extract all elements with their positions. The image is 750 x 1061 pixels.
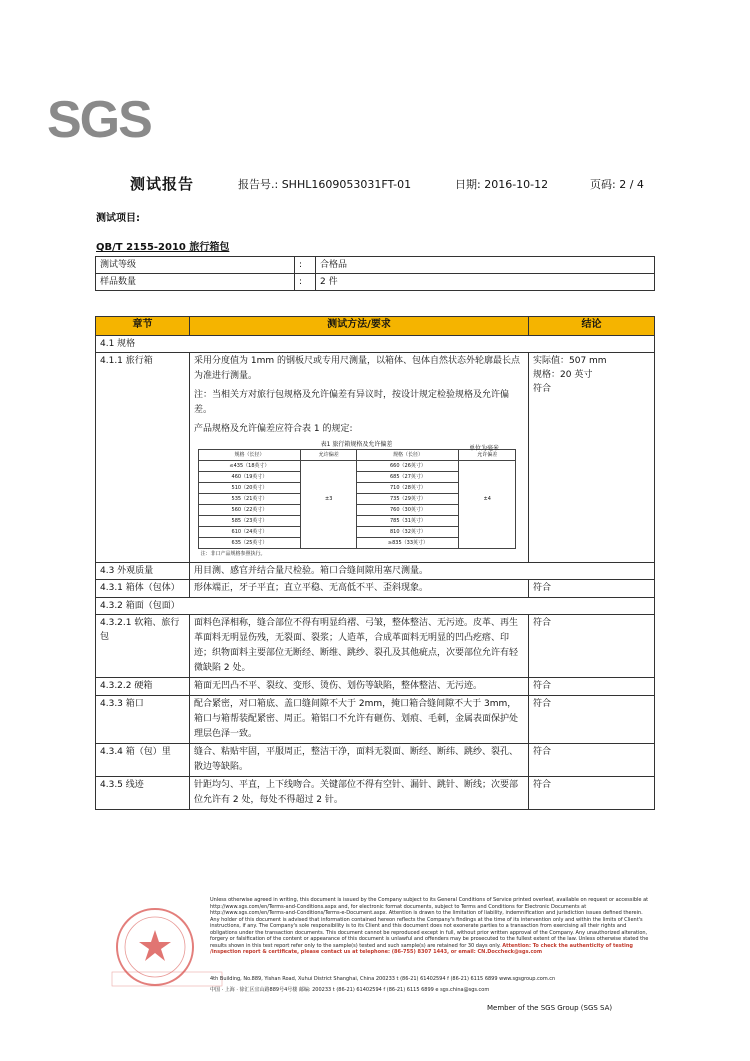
row-chapter: 4.3 外观质量 bbox=[96, 563, 190, 580]
info-label: 样品数量 bbox=[96, 274, 295, 291]
row-method: 用目测、感官并结合量尺检验。箱口合缝间隙用塞尺测量。 bbox=[190, 563, 655, 580]
header-method: 测试方法/要求 bbox=[190, 317, 529, 336]
spec-left: 535（21英寸） bbox=[199, 494, 301, 505]
spec-left: 460（19英寸） bbox=[199, 472, 301, 483]
spec-tol-right: ±4 bbox=[459, 494, 516, 505]
table-row bbox=[96, 336, 655, 353]
spec-note: 注：非口产品规格参照执行。 bbox=[199, 549, 516, 560]
row-chapter: 4.3.1 箱体（包体） bbox=[96, 580, 190, 598]
spec-tol-cell bbox=[459, 538, 516, 549]
spec-left: ≤435（18英寸） bbox=[199, 461, 301, 472]
page-number: 页码: 2 / 4 bbox=[590, 178, 644, 191]
spec-header: 允许偏差 bbox=[300, 450, 357, 461]
spec-left: 560（22英寸） bbox=[199, 505, 301, 516]
row-chapter: 4.3.4 箱（包）里 bbox=[96, 744, 190, 777]
spec-right: 735（29英寸） bbox=[357, 494, 459, 505]
header-chapter: 章节 bbox=[96, 317, 190, 336]
row-chapter: 4.3.2.1 软箱、旅行包 bbox=[96, 615, 190, 678]
row-method: 形体端正，牙子平直；直立平稳、无高低不平、歪斜现象。 bbox=[190, 580, 529, 598]
address-english: 4th Building, No.889, Yishan Road, Xuhui District Shanghai, China 200233 t (86-21) 61402594 f (86-21) 6115 6899 www.sgsgroup.com.cn bbox=[210, 976, 556, 982]
spec-right: 685（27英寸） bbox=[357, 472, 459, 483]
info-table bbox=[95, 256, 655, 291]
verdict: 符合 bbox=[529, 678, 655, 696]
row-chapter: 4.3.3 箱口 bbox=[96, 696, 190, 744]
row-method: 缝合、粘贴牢固，平服周正，整洁干净，面料无裂面、断经、断纬、跳纱、裂孔、散边等缺陷。 bbox=[190, 744, 529, 777]
table-row bbox=[96, 563, 655, 580]
spec-row bbox=[199, 538, 516, 549]
legal-disclaimer bbox=[210, 897, 650, 956]
report-date: 日期: 2016-10-12 bbox=[455, 178, 549, 191]
row-chapter: 4.1.1 旅行箱 bbox=[96, 353, 190, 563]
table-row bbox=[96, 580, 655, 598]
row-method: 箱面无凹凸不平、裂纹、变形、烫伤、划伤等缺陷，整体整洁、无污迹。 bbox=[190, 678, 529, 696]
table-row bbox=[96, 678, 655, 696]
standard-title: QB/T 2155-2010 旅行箱包 bbox=[96, 242, 230, 253]
spec-row bbox=[199, 483, 516, 494]
spec-tol-cell bbox=[459, 461, 516, 472]
spec-table-figure bbox=[194, 441, 519, 559]
row-section: 4.1 规格 bbox=[96, 336, 655, 353]
info-sep: : bbox=[295, 257, 316, 274]
spec-tol-cell bbox=[300, 527, 357, 538]
member-line: Member of the SGS Group (SGS SA) bbox=[487, 1004, 613, 1012]
verdict: 符合 bbox=[529, 615, 655, 678]
spec-header-row bbox=[199, 450, 516, 461]
spec-right: 710（28英寸） bbox=[357, 483, 459, 494]
verdict: 符合 bbox=[529, 580, 655, 598]
info-value: 合格品 bbox=[316, 257, 655, 274]
spec-row bbox=[199, 472, 516, 483]
sgs-logo: SGS bbox=[47, 91, 151, 149]
spec-header: 规格（长径） bbox=[357, 450, 459, 461]
disclaimer-text: Unless otherwise agreed in writing, this document is issued by the Company subject to its General Conditions of Service printed overleaf, available on request or accessible at http://www.sgs.com/en/Terms-and-Conditions.aspx and, for electronic format documents, subject to Terms and Conditions for Electronic Documents at http://www.sgs.com/en/Terms-and-Conditions/Terms-e-Document.aspx. Attention is drawn to the limitation of liability, indemnification and jurisdiction issues defined therein. Any holder of this document is advised that information contained hereon reflects the Company's findings at the time of its intervention only and within the limits of Client's instructions, if any. The Company's sole responsibility is to its Client and this document does not exonerate parties to a transaction from exercising all their rights and obligations under the transaction documents. This document cannot be reproduced except in full, without prior written approval of the Company. Any unauthorized alteration, forgery or falsification of the content or appearance of this document is unlawful and offenders may be prosecuted to the fullest extent of the law. Unless otherwise stated the results shown in this test report refer only to the sample(s) tested and such sample(s) are retained for 30 days only. bbox=[210, 897, 649, 949]
section-label: 测试项目: bbox=[96, 213, 140, 224]
spec-row bbox=[199, 505, 516, 516]
spec-left: 585（23英寸） bbox=[199, 516, 301, 527]
info-value: 2 件 bbox=[316, 274, 655, 291]
table-row bbox=[96, 744, 655, 777]
row-conclusion bbox=[529, 353, 655, 563]
row-section: 4.3.2 箱面（包面） bbox=[96, 598, 655, 615]
authenticity-note: Attention: To check the authenticity of testing /inspection report & certificate, please contact us at telephone: (86-755) 8307 1443, or email: CN.Doccheck@sgs.com bbox=[210, 942, 633, 955]
info-row bbox=[96, 257, 655, 274]
table-row bbox=[96, 696, 655, 744]
spec-table-caption: 表1 旅行箱规格及允许偏差 bbox=[320, 441, 393, 448]
table-row bbox=[96, 615, 655, 678]
info-sep: : bbox=[295, 274, 316, 291]
spec-header: 规格（长径） bbox=[199, 450, 301, 461]
spec-right: 785（31英寸） bbox=[357, 516, 459, 527]
table-row bbox=[96, 777, 655, 810]
row-chapter: 4.3.5 线迹 bbox=[96, 777, 190, 810]
spec-tol-cell bbox=[459, 505, 516, 516]
verdict: 符合 bbox=[529, 744, 655, 777]
spec-right: 660（26英寸） bbox=[357, 461, 459, 472]
verdict: 符合 bbox=[529, 777, 655, 810]
row-chapter: 4.3.2.2 硬箱 bbox=[96, 678, 190, 696]
verdict: 符合 bbox=[533, 384, 552, 394]
row-method: 面料色泽相称，缝合部位不得有明显绉褶、弓皱，整体整洁、无污迹。皮革、再生革面料无明显伤残，无裂面、裂浆；人造革，合成革面料无明显的凹凸疙瘩、印迹；织物面料主要部位无断经、断维、跳纱、裂孔及其他疵点，次要部位允许有轻微缺陷 2 处。 bbox=[190, 615, 529, 678]
header-conclusion: 结论 bbox=[529, 317, 655, 336]
spec-value: 规格：20 英寸 bbox=[533, 370, 593, 380]
row-method bbox=[190, 353, 529, 563]
row-method: 针距均匀、平直，上下线吻合。关键部位不得有空针、漏针、跳针、断线；次要部位允许有 2 处，每处不得超过 2 针。 bbox=[190, 777, 529, 810]
report-number: 报告号.: SHHL1609053031FT-01 bbox=[238, 178, 412, 191]
row-method: 配合紧密，对口箱底、盖口缝间隙不大于 2mm，掩口箱合缝间隙不大于 3mm，箱口与箱帮装配紧密、周正。箱铝口不允许有砸伤、划痕、毛刺，金属表面保护处理层色泽一致。 bbox=[190, 696, 529, 744]
verdict: 符合 bbox=[529, 696, 655, 744]
spec-table-unit: 单位为毫米 bbox=[468, 445, 499, 452]
spec-tol-cell bbox=[300, 461, 357, 472]
spec-row bbox=[199, 516, 516, 527]
spec-tol-cell bbox=[300, 538, 357, 549]
spec-left: 635（25英寸） bbox=[199, 538, 301, 549]
spec-left: 610（24英寸） bbox=[199, 527, 301, 538]
spec-right: 760（30英寸） bbox=[357, 505, 459, 516]
spec-header: 允许偏差 bbox=[459, 450, 516, 461]
spec-right: 810（32英寸） bbox=[357, 527, 459, 538]
table-header-row bbox=[96, 317, 655, 336]
spec-row bbox=[199, 527, 516, 538]
spec-row bbox=[199, 461, 516, 472]
info-row bbox=[96, 274, 655, 291]
spec-tol-cell bbox=[300, 505, 357, 516]
spec-right: ≥835（33英寸） bbox=[357, 538, 459, 549]
spec-row bbox=[199, 494, 516, 505]
spec-tol-left: ±3 bbox=[300, 494, 357, 505]
spec-table bbox=[198, 449, 516, 559]
actual-value: 实际值：507 mm bbox=[533, 356, 607, 366]
method-paragraph: 采用分度值为 1mm 的钢板尺或专用尺测量，以箱体、包体自然状态外轮廓最长点为准进行测量。 bbox=[194, 356, 520, 381]
spec-tol-cell bbox=[300, 483, 357, 494]
method-note: 注：当相关方对旅行包规格及允许偏差有异议时，按设计规定检验规格及允许偏差。 bbox=[194, 390, 510, 415]
info-label: 测试等级 bbox=[96, 257, 295, 274]
spec-note-row bbox=[199, 549, 516, 560]
spec-left: 510（20英寸） bbox=[199, 483, 301, 494]
spec-tol-cell bbox=[459, 527, 516, 538]
spec-tol-cell bbox=[300, 472, 357, 483]
table-row bbox=[96, 353, 655, 563]
spec-tol-cell bbox=[459, 483, 516, 494]
address-chinese: 中国 · 上海 · 徐汇区宜山路889号4号楼 邮编: 200233 t (86-21) 61402594 f (86-21) 6115 6899 e sgs.china@sgs.com bbox=[210, 987, 490, 993]
spec-tol-cell bbox=[300, 516, 357, 527]
table-row bbox=[96, 598, 655, 615]
test-results-table bbox=[95, 316, 655, 810]
method-paragraph: 产品规格及允许偏差应符合表 1 的规定: bbox=[194, 424, 353, 434]
report-title: 测试报告 bbox=[130, 175, 195, 193]
spec-tol-cell bbox=[459, 472, 516, 483]
spec-tol-cell bbox=[459, 516, 516, 527]
